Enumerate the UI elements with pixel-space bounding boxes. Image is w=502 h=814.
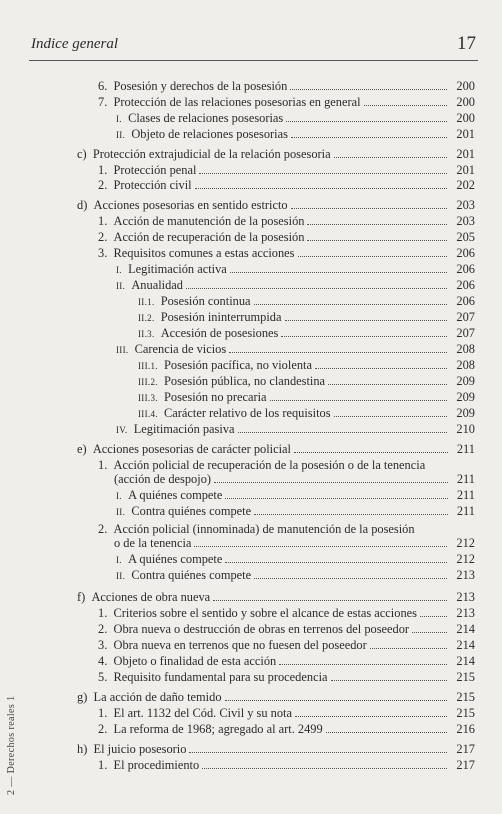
toc-entry-text [98, 757, 199, 773]
toc-entry-title: Acciones posesorias en sentido estricto [93, 198, 288, 212]
toc-page-number: 201 [456, 147, 475, 161]
toc-entry [98, 605, 475, 621]
toc-entry-text [116, 567, 251, 584]
toc-entry-number: 2. [98, 722, 108, 736]
toc-page-number: 206 [456, 262, 475, 276]
toc-entry-text [138, 389, 267, 406]
toc-page-number: 201 [456, 163, 475, 177]
toc-entry-title: Legitimación pasiva [133, 422, 235, 436]
toc-page-number: 214 [456, 654, 475, 668]
dot-leader [294, 452, 448, 453]
toc-entry [116, 421, 475, 437]
toc-entry-number: e) [77, 442, 87, 456]
toc-entry-text [98, 669, 328, 685]
toc-entry-text [138, 357, 312, 374]
dot-leader [230, 272, 448, 273]
running-header-title: Indice general [31, 36, 119, 52]
toc-entry [98, 637, 475, 653]
toc-entry-title: A quiénes compete [128, 552, 223, 566]
toc-page-number: 200 [456, 79, 475, 93]
toc-entry [98, 669, 475, 685]
dot-leader [307, 224, 447, 225]
toc-page-number: 205 [456, 230, 475, 244]
dot-leader [326, 732, 448, 733]
toc-entry-text [98, 213, 304, 229]
toc-entry [98, 213, 475, 229]
toc-page-number: 214 [456, 622, 475, 636]
toc-entry [98, 757, 475, 773]
toc-entry-number: g) [77, 690, 88, 704]
dot-leader [412, 632, 447, 633]
toc-entry-number: II.1. [138, 297, 155, 307]
toc-entry-text [116, 110, 283, 127]
toc-entry-title: Posesión pública, no clandestina [164, 374, 326, 388]
toc-entry-text [116, 487, 222, 504]
toc-page-number: 217 [456, 742, 475, 756]
page-number: 17 [457, 33, 476, 54]
toc-entry [138, 405, 475, 421]
toc-entry-title: Carácter relativo de los requisitos [164, 406, 331, 420]
toc-entry-number: 3. [98, 246, 108, 260]
toc-entry-number: 1. [98, 214, 108, 228]
dot-leader [334, 157, 448, 158]
toc-entry-number: III.2. [138, 377, 158, 387]
toc-entry-number: f) [77, 590, 86, 604]
toc-entry-title: Carencia de vicios [134, 342, 227, 356]
dot-leader [195, 188, 448, 189]
toc-entry-number: 5. [98, 670, 108, 684]
toc-entry-title: Contra quiénes compete [131, 504, 252, 518]
toc-entry-text [138, 325, 278, 342]
dot-leader [291, 137, 447, 138]
toc-entry-text [98, 245, 295, 261]
side-footer-label: 2 — Derechos reales 1 [6, 695, 17, 795]
dot-leader [281, 336, 447, 337]
toc-page-number: 211 [456, 504, 475, 518]
toc-entry [114, 535, 475, 551]
toc-entry-text [98, 94, 361, 110]
toc-entry-number: I. [116, 555, 122, 565]
toc-entry-title: El procedimiento [113, 758, 200, 772]
toc-entry [98, 705, 475, 721]
toc-entry [116, 110, 475, 126]
dot-leader [290, 89, 447, 90]
dot-leader [295, 716, 447, 717]
toc-page-number: 203 [456, 198, 475, 212]
toc-entry-number: 1. [98, 606, 108, 620]
toc-entry-text [116, 421, 235, 438]
toc-entry [138, 309, 475, 325]
toc-entry-text [138, 373, 325, 390]
toc-entry-number: 7. [98, 95, 108, 109]
toc-entry [138, 357, 475, 373]
toc-entry-title: Obra nueva o destrucción de obras en terrenos del poseedor [113, 622, 410, 636]
toc-page-number: 202 [456, 178, 475, 192]
toc-entry [77, 589, 475, 605]
toc-entry [98, 653, 475, 669]
toc-entry-number: h) [77, 742, 88, 756]
toc-entry-title: Acción de manutención de la posesión [113, 214, 305, 228]
dot-leader [328, 384, 447, 385]
dot-leader [279, 664, 447, 665]
toc-entry [77, 441, 475, 457]
toc-entry-title: Accesión de posesiones [160, 326, 279, 340]
toc-entry [77, 689, 475, 705]
toc-entry-number: III.4. [138, 409, 158, 419]
toc-entry [114, 471, 475, 487]
toc-entry [98, 94, 475, 110]
dot-leader [214, 482, 448, 483]
dot-leader [334, 416, 448, 417]
toc-entry-title: Posesión no precaria [164, 390, 267, 404]
toc-entry [98, 621, 475, 637]
toc-page-number: 215 [456, 706, 475, 720]
toc-entry-title: A quiénes compete [128, 488, 223, 502]
toc-entry-title: El juicio posesorio [93, 742, 187, 756]
toc-entry-text [116, 126, 288, 143]
toc-entry-title: Objeto o finalidad de esta acción [113, 654, 277, 668]
toc-entry-title: Acción de recuperación de la posesión [113, 230, 305, 244]
dot-leader [225, 498, 448, 499]
toc-entry-number: II.3. [138, 329, 155, 339]
dot-leader [225, 562, 447, 563]
toc-entry-text [98, 653, 276, 669]
toc-entry-number: c) [77, 147, 87, 161]
toc-entry-text [116, 261, 227, 278]
toc-page-number: 209 [456, 406, 475, 420]
dot-leader [238, 432, 448, 433]
toc-page-number: 209 [456, 390, 475, 404]
toc-entry-title: Posesión ininterrumpida [160, 310, 282, 324]
dot-leader [213, 600, 447, 601]
toc-entry-text [138, 309, 282, 326]
toc-entry [98, 229, 475, 245]
toc-entry-title: Contra quiénes compete [131, 568, 252, 582]
dot-leader [285, 320, 448, 321]
dot-leader [315, 368, 447, 369]
toc-entry-title: o de la tenencia [114, 536, 192, 550]
toc-entry-text [77, 146, 331, 162]
dot-leader [364, 105, 448, 106]
toc-entry-number: II.2. [138, 313, 155, 323]
toc-page-number: 200 [456, 95, 475, 109]
toc-entry-title: La acción de daño temido [93, 690, 222, 704]
toc-entry-number: 2. [98, 178, 108, 192]
toc-entry [98, 162, 475, 178]
toc-entry-number: 1. [98, 163, 108, 177]
toc-entry-number: IV. [116, 425, 128, 435]
toc-entry-text [138, 293, 251, 310]
toc-entry-number: 2. [98, 230, 108, 244]
toc-entry-title: (acción de despojo) [114, 472, 212, 486]
toc-entry [116, 126, 475, 142]
toc-entry-title: La reforma de 1968; agregado al art. 2499 [113, 722, 323, 736]
toc-page-number: 209 [456, 374, 475, 388]
toc-entry-title: Acción policial de recuperación de la posesión o de la tenencia [113, 458, 426, 472]
toc-entry-text [98, 162, 196, 178]
toc-entry-text [98, 721, 323, 737]
toc-entry-title: Acción policial (innominada) de manutención de la posesión [113, 522, 415, 536]
toc-entry-number: I. [116, 114, 122, 124]
toc-entry-number: 2. [98, 622, 108, 636]
toc-entry-number: II. [116, 281, 126, 291]
toc-entry-text [138, 405, 331, 422]
toc-entry [116, 503, 475, 519]
toc-entry-number: 4. [98, 654, 108, 668]
toc-page-number: 208 [456, 342, 475, 356]
toc-page-number: 211 [456, 488, 475, 502]
toc-entry [116, 567, 475, 583]
toc-entry [77, 197, 475, 213]
toc-entry [98, 177, 475, 193]
toc-entry-title: Requisito fundamental para su procedencia [113, 670, 328, 684]
toc-page-number: 211 [456, 442, 475, 456]
toc-entry-title: Posesión pacífica, no violenta [164, 358, 312, 372]
toc-entry-title: Obra nueva en terrenos que no fuesen del poseedor [113, 638, 367, 652]
dot-leader [186, 288, 447, 289]
dot-leader [291, 208, 448, 209]
dot-leader [229, 352, 447, 353]
toc-entry [138, 373, 475, 389]
dot-leader [270, 400, 448, 401]
dot-leader [189, 752, 447, 753]
toc-entry-text [116, 503, 251, 520]
toc-entry [116, 341, 475, 357]
toc-entry-text [77, 441, 291, 457]
toc-entry-text [114, 535, 191, 551]
toc-entry-title: Protección penal [113, 163, 197, 177]
toc-entry-text [77, 689, 222, 705]
toc-page-number: 212 [456, 536, 475, 550]
toc-entry-text [98, 78, 287, 94]
dot-leader [420, 616, 447, 617]
dot-leader [254, 304, 448, 305]
toc-entry [98, 78, 475, 94]
toc-entry-number: II. [116, 507, 126, 517]
toc-page-number: 210 [456, 422, 475, 436]
toc-page-number: 207 [456, 310, 475, 324]
toc-entry-text [98, 177, 192, 193]
toc-page-number: 217 [456, 758, 475, 772]
dot-leader [370, 648, 448, 649]
toc-page-number: 211 [456, 472, 475, 486]
toc-entry-text [116, 551, 222, 568]
toc-page-number: 214 [456, 638, 475, 652]
dot-leader [254, 514, 448, 515]
toc-entry-text [114, 471, 211, 487]
toc-entry [116, 261, 475, 277]
toc-page-number: 207 [456, 326, 475, 340]
toc-page-number: 206 [456, 278, 475, 292]
toc-entry-number: 3. [98, 638, 108, 652]
toc-entry-number: I. [116, 265, 122, 275]
dot-leader [307, 240, 447, 241]
header-rule [29, 60, 478, 61]
toc-page-number: 215 [456, 670, 475, 684]
toc-page-number: 213 [456, 590, 475, 604]
toc-entry-title: El art. 1132 del Cód. Civil y su nota [113, 706, 293, 720]
toc-entry-title: Protección civil [113, 178, 192, 192]
toc-page-number: 206 [456, 294, 475, 308]
toc-entry-text [116, 341, 226, 358]
toc-entry-text [77, 589, 210, 605]
dot-leader [199, 173, 447, 174]
toc-entry [116, 487, 475, 503]
toc-entry-text [77, 741, 186, 757]
toc-entry-title: Requisitos comunes a estas acciones [113, 246, 295, 260]
dot-leader [254, 578, 447, 579]
toc-entry-title: Protección extrajudicial de la relación posesoria [92, 147, 331, 161]
toc-entry [77, 741, 475, 757]
toc-entry-number: 6. [98, 79, 108, 93]
toc-page-number: 213 [456, 568, 475, 582]
toc-page-number: 203 [456, 214, 475, 228]
toc-entry-number: III.1. [138, 361, 158, 371]
toc-entry-title: Objeto de relaciones posesorias [131, 127, 288, 141]
toc-page-number: 200 [456, 111, 475, 125]
toc-entry-number: I. [116, 491, 122, 501]
toc-page-number: 206 [456, 246, 475, 260]
toc-entry-title: Acciones de obra nueva [91, 590, 211, 604]
toc-entry-number: 1. [98, 758, 108, 772]
toc-entry-title: Acciones posesorias de carácter policial [92, 442, 292, 456]
toc-entry-number: 1. [98, 706, 108, 720]
toc-entry-title: Anualidad [131, 278, 183, 292]
toc-entry-number: d) [77, 198, 88, 212]
toc-entry [98, 721, 475, 737]
toc-entry-text [98, 229, 304, 245]
dot-leader [286, 121, 447, 122]
toc-entry-title: Criterios sobre el sentido y sobre el alcance de estas acciones [113, 606, 417, 620]
dot-leader [202, 768, 447, 769]
toc-entry-title: Posesión y derechos de la posesión [113, 79, 288, 93]
toc-entry-number: 2. [98, 522, 108, 536]
toc-entry [138, 325, 475, 341]
toc-entry-text [98, 637, 367, 653]
toc-entry-title: Legitimación activa [128, 262, 227, 276]
toc-entry-number: II. [116, 130, 126, 140]
toc-entry-text [98, 705, 292, 721]
toc-page-number: 215 [456, 690, 475, 704]
toc-entry-title: Clases de relaciones posesorias [128, 111, 284, 125]
toc-page-number: 208 [456, 358, 475, 372]
toc-entry-title: Protección de las relaciones posesorias en general [113, 95, 361, 109]
toc-page-number: 213 [456, 606, 475, 620]
toc-page-number: 216 [456, 722, 475, 736]
toc-entry-number: 1. [98, 458, 108, 472]
toc-entry-text [98, 605, 417, 621]
dot-leader [225, 700, 448, 701]
toc-entry [138, 389, 475, 405]
toc-entry-text [116, 277, 183, 294]
toc-entry [98, 245, 475, 261]
toc-entry-title: Posesión continua [160, 294, 251, 308]
toc-entry [116, 551, 475, 567]
toc-page-number: 201 [456, 127, 475, 141]
toc-entry-number: II. [116, 571, 126, 581]
toc-entry-text [98, 621, 409, 637]
toc-entry [116, 277, 475, 293]
toc-entry [77, 146, 475, 162]
toc-entry-number: III.3. [138, 393, 158, 403]
toc-entry-text [77, 197, 288, 213]
toc-entry [138, 293, 475, 309]
dot-leader [331, 680, 448, 681]
dot-leader [194, 546, 447, 547]
toc-entry-number: III. [116, 345, 129, 355]
toc-page-number: 212 [456, 552, 475, 566]
dot-leader [298, 256, 448, 257]
